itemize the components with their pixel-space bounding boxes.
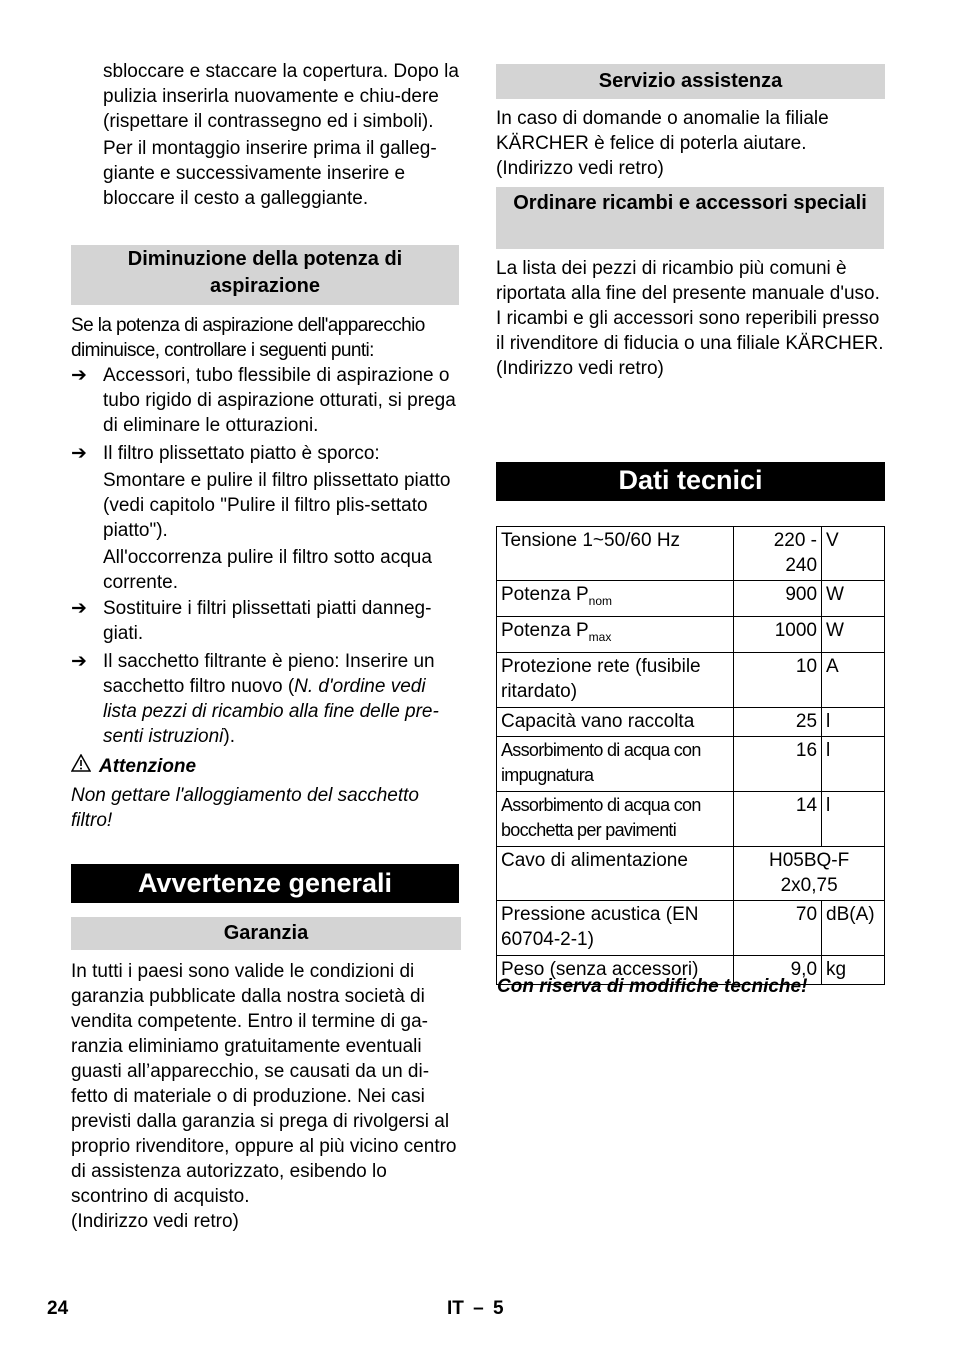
heading-servizio: Servizio assistenza <box>496 64 885 99</box>
ricambi-section <box>496 256 885 381</box>
row-label: Protezione rete (fusibile ritardato) <box>497 652 734 707</box>
continued-paragraph-1: sbloccare e staccare la copertura. Dopo la pulizia inserirla nuovamente e chiu-dere (rispettare il contrassegno ed i simboli). <box>103 61 459 132</box>
servizio-address: (Indirizzo vedi retro) <box>496 158 664 179</box>
row-value: 9,0 <box>734 955 822 984</box>
row-label: Tensione 1~50/60 Hz <box>497 527 734 581</box>
table-row <box>497 581 885 617</box>
table-row <box>497 652 885 707</box>
garanzia-section <box>71 959 460 1234</box>
heading-garanzia: Garanzia <box>71 917 461 950</box>
language-page-label: IT – 5 <box>447 1298 504 1319</box>
row-unit: W <box>822 581 885 617</box>
bullet-text: Accessori, tubo flessibile di aspirazione o tubo rigido di aspirazione otturati, si prega di eliminare le otturazioni. <box>103 365 456 436</box>
diminuzione-section <box>71 313 460 833</box>
bullet-detail: All'occorrenza pulire il filtro sotto acqua corrente. <box>103 547 432 593</box>
table-row <box>497 846 885 900</box>
garanzia-text: In tutti i paesi sono valide le condizioni di garanzia pubblicate dalla nostra società di vendita competente. Entro il termine di ga-ranzia eliminiamo gratuitamente eventuali guasti all’apparecchio, se causati da un di-fetto di materiale o di produzione. Nei casi previsti dalla garanzia si prega di rivolgersi al proprio rivenditore, oppure al più vicino centro di assistenza autorizzato, esibendo lo scontrino di acquisto. <box>71 961 457 1207</box>
row-value: 70 <box>734 900 822 955</box>
row-label: Pressione acustica (EN 60704-2-1) <box>497 900 734 955</box>
page-number: 24 <box>47 1298 69 1319</box>
continued-paragraph-2: Per il montaggio inserire prima il galleg-giante e successivamente inserire e bloccare il cesto a galleggiante. <box>103 138 437 209</box>
table-row <box>497 707 885 736</box>
bullet-text: Il filtro plissettato piatto è sporco: <box>103 443 380 464</box>
servizio-section <box>496 106 885 181</box>
row-unit: kg <box>822 955 885 984</box>
warning-line <box>71 754 460 779</box>
row-label <box>497 616 734 652</box>
row-unit: l <box>822 707 885 736</box>
technical-data-table <box>496 526 885 985</box>
row-value: 900 <box>734 581 822 617</box>
table-row <box>497 527 885 581</box>
row-value: 14 <box>734 791 822 846</box>
bullet-item <box>71 649 460 749</box>
row-value: 1000 <box>734 616 822 652</box>
bullet-italic-ref: N. d'ordine vedi lista pezzi di ricambio alla fine delle pre-senti istruzioni <box>103 676 439 747</box>
row-label-subscript: nom <box>588 593 613 608</box>
bullet-item <box>71 596 460 646</box>
row-label: Peso (senza accessori) <box>497 955 734 984</box>
row-value: 16 <box>734 736 822 791</box>
row-label: Capacità vano raccolta <box>497 707 734 736</box>
heading-ricambi: Ordinare ricambi e accessori speciali <box>496 187 884 249</box>
bullet-text-end: ). <box>223 726 235 747</box>
arrow-right-icon: ➔ <box>71 598 87 619</box>
ricambi-paragraph-2: I ricambi e gli accessori sono reperibili presso il rivenditore di fiducia o una filiale KÄRCHER. <box>496 308 884 354</box>
left-column <box>71 59 460 211</box>
row-value: H05BQ-F 2x0,75 <box>734 846 885 900</box>
row-unit: dB(A) <box>822 900 885 955</box>
row-label: Assorbimento di acqua con impugnatura <box>497 736 734 791</box>
section-title-avvertenze: Avvertenze generali <box>71 864 459 903</box>
row-unit: l <box>822 736 885 791</box>
row-value: 25 <box>734 707 822 736</box>
row-label <box>497 581 734 617</box>
bullet-text: Sostituire i filtri plissettati piatti danneg-giati. <box>103 598 432 644</box>
bullet-item <box>71 363 460 438</box>
bullet-detail: Smontare e pulire il filtro plissettato piatto (vedi capitolo "Pulire il filtro plis-settato piatto"). <box>103 470 451 541</box>
row-label: Cavo di alimentazione <box>497 846 734 900</box>
garanzia-address: (Indirizzo vedi retro) <box>71 1211 239 1232</box>
diminuzione-intro: Se la potenza di aspirazione dell'apparecchio diminuisce, controllare i seguenti punti: <box>71 315 425 361</box>
table-row <box>497 616 885 652</box>
table-row <box>497 900 885 955</box>
ricambi-paragraph-1: La lista dei pezzi di ricambio più comuni è riportata alla fine del presente manuale d'uso. <box>496 258 880 304</box>
row-label: Assorbimento di acqua con bocchetta per pavimenti <box>497 791 734 846</box>
warning-text: Non gettare l'alloggiamento del sacchetto filtro! <box>71 785 419 831</box>
technical-footnote: Con riserva di modifiche tecniche! <box>497 976 808 997</box>
row-unit: V <box>822 527 885 581</box>
warning-title: Attenzione <box>99 756 197 777</box>
arrow-right-icon: ➔ <box>71 443 87 464</box>
row-unit: l <box>822 791 885 846</box>
row-unit: W <box>822 616 885 652</box>
table-row <box>497 791 885 846</box>
row-unit: A <box>822 652 885 707</box>
row-value: 10 <box>734 652 822 707</box>
section-title-dati-tecnici: Dati tecnici <box>496 462 885 501</box>
arrow-right-icon: ➔ <box>71 365 87 386</box>
servizio-text: In caso di domande o anomalie la filiale KÄRCHER è felice di poterla aiutare. <box>496 108 829 154</box>
row-value: 220 - 240 <box>734 527 822 581</box>
row-label-text: Potenza P <box>501 619 589 641</box>
ricambi-address: (Indirizzo vedi retro) <box>496 358 664 379</box>
row-label-text: Potenza P <box>501 584 589 605</box>
row-label-subscript: max <box>588 629 612 644</box>
arrow-right-icon: ➔ <box>71 651 87 672</box>
bullet-item <box>71 441 460 466</box>
heading-diminuzione: Diminuzione della potenza di aspirazione <box>71 245 459 305</box>
bullet-text: Il sacchetto filtrante è pieno: Inserire un sacchetto filtro nuovo ( <box>103 651 435 697</box>
table-row <box>497 736 885 791</box>
warning-triangle-icon <box>71 754 99 779</box>
